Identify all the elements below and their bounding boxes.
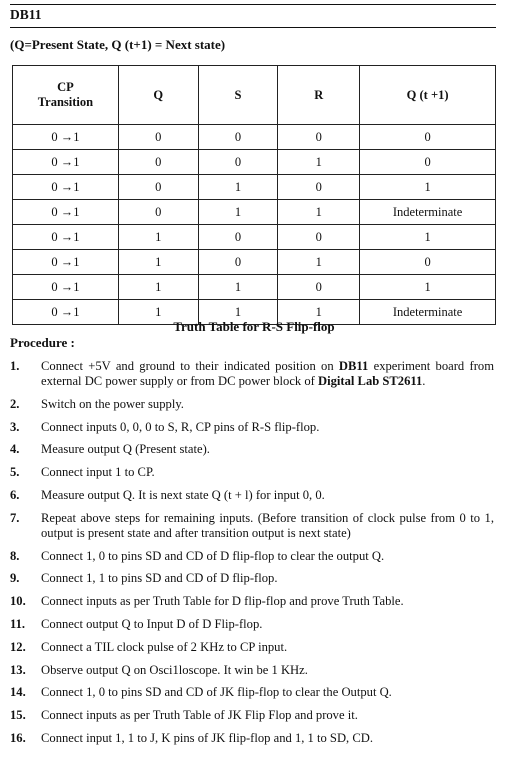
cell-r: 1 [278,200,360,225]
step-text-part: experiment board from external DC power supply or from DC power block of [41,359,494,388]
cell-r: 0 [278,225,360,250]
step-text [41,465,494,480]
cell-s: 0 [198,225,278,250]
procedure-list [10,359,494,754]
table-row [13,200,496,225]
cell-s: 0 [198,250,278,275]
step-text-part: Measure output Q (Present state). [41,442,210,457]
cell-cp: 0 →1 [13,200,119,225]
step-number: 15. [10,708,26,723]
procedure-step [10,731,494,746]
step-text [41,397,494,412]
cell-r: 0 [278,175,360,200]
cell-r: 0 [278,125,360,150]
cell-cp: 0 →1 [13,125,119,150]
step-text-part: Connect input 1 to CP. [41,465,155,480]
step-number: 10. [10,594,26,609]
cell-cp: 0 →1 [13,300,119,325]
procedure-title: Procedure : [10,335,75,350]
cell-q-next: 0 [360,250,496,275]
step-text [41,617,494,632]
header-s: S [198,66,278,125]
step-text [41,685,494,700]
step-text [41,488,494,503]
cell-q-next: 1 [360,175,496,200]
header-transition-label: Transition [37,95,94,109]
step-text-part: Switch on the power supply. [41,396,184,411]
cell-cp: 0 →1 [13,275,119,300]
cell-q: 0 [118,175,198,200]
table-row [13,250,496,275]
cell-s: 1 [198,275,278,300]
step-text-emphasis: DB11 [338,359,369,373]
step-number: 4. [10,442,20,457]
procedure-step [10,663,494,678]
step-number: 16. [10,730,26,745]
step-text-part: Connect a TIL clock pulse of 2 KHz to CP input. [41,639,288,654]
procedure-step [10,571,494,586]
step-text-part: Connect +5V and ground to their indicated position on [41,359,339,373]
header-q-next: Q (t +1) [360,66,496,125]
step-text-part: Connect 1, 1 to pins SD and CD of D flip-flop. [41,571,278,586]
legend-note: (Q=Present State, Q (t+1) = Next state) [10,37,226,52]
step-text [41,549,494,564]
header-cp-label: CP [57,80,74,94]
step-text [41,640,494,655]
step-text [41,731,494,746]
step-number: 8. [10,548,20,563]
step-text [41,420,494,435]
procedure-step [10,511,494,541]
cell-q: 0 [118,150,198,175]
cell-q-next: 0 [360,125,496,150]
step-text-part: Connect inputs as per Truth Table of JK Flip Flop and prove it. [41,708,358,723]
step-text-part: Connect inputs as per Truth Table for D flip-flop and prove Truth Table. [41,594,404,609]
step-number: 5. [10,465,20,480]
step-text [41,708,494,723]
header-r: R [278,66,360,125]
cell-s: 1 [198,175,278,200]
cell-s: 0 [198,125,278,150]
table-row [13,175,496,200]
cell-r: 1 [278,300,360,325]
table-row [13,150,496,175]
cell-q: 1 [118,250,198,275]
cell-q-next: 1 [360,225,496,250]
procedure-step [10,488,494,503]
step-number: 12. [10,639,26,654]
step-number: 13. [10,662,26,677]
cell-s: 1 [198,200,278,225]
table-row [13,275,496,300]
procedure-step [10,549,494,564]
cell-cp: 0 →1 [13,225,119,250]
procedure-step [10,359,494,389]
table-header-row [13,66,496,125]
step-text-part: Measure output Q. It is next state Q (t + l) for input 0, 0. [41,487,325,502]
cell-q: 1 [118,225,198,250]
step-number: 2. [10,396,20,411]
cell-q: 1 [118,275,198,300]
cell-s: 1 [198,300,278,325]
header-q: Q [118,66,198,125]
cell-r: 0 [278,275,360,300]
step-text [41,442,494,457]
step-text-part: Connect output Q to Input D of D Flip-flop. [41,616,263,631]
cell-q: 0 [118,125,198,150]
step-text [41,511,494,541]
procedure-step [10,708,494,723]
procedure-step [10,594,494,609]
step-text-part: Repeat above steps for remaining inputs. (Before transition of clock pulse from 0 to 1, output is present state and after transition output is next state) [41,510,494,540]
step-text [41,594,494,609]
step-number: 14. [10,685,26,700]
procedure-step [10,617,494,632]
step-text-part: Connect inputs 0, 0, 0 to S, R, CP pins of R-S flip-flop. [41,419,320,434]
cell-cp: 0 →1 [13,150,119,175]
cell-cp: 0 →1 [13,250,119,275]
cell-q: 1 [118,300,198,325]
table-caption: Truth Table for R-S Flip-flop [173,319,335,334]
procedure-step [10,420,494,435]
step-text [41,359,494,389]
step-number: 3. [10,419,20,434]
procedure-step [10,640,494,655]
procedure-step [10,685,494,700]
cell-q-next: 0 [360,150,496,175]
step-number: 1. [10,359,20,373]
step-text-part: . [422,374,426,388]
cell-s: 0 [198,150,278,175]
cell-q-next: 1 [360,275,496,300]
step-text [41,571,494,586]
header-rule-bottom [10,27,496,28]
header-cp-transition [13,66,119,125]
truth-table [12,65,496,325]
step-text-part: Connect 1, 0 to pins SD and CD of JK flip-flop to clear the Output Q. [41,685,392,700]
procedure-step [10,397,494,412]
procedure-step [10,442,494,457]
step-number: 11. [10,616,26,631]
table-row [13,225,496,250]
procedure-step [10,465,494,480]
step-text-part: Connect input 1, 1 to J, K pins of JK flip-flop and 1, 1 to SD, CD. [41,730,373,745]
step-text-emphasis: Digital Lab ST2611 [318,374,423,388]
step-text-part: Connect 1, 0 to pins SD and CD of D flip-flop to clear the output Q. [41,548,385,563]
cell-q-next: Indeterminate [360,200,496,225]
step-number: 6. [10,487,20,502]
cell-r: 1 [278,150,360,175]
cell-r: 1 [278,250,360,275]
cell-q-next: Indeterminate [360,300,496,325]
step-number: 9. [10,571,20,586]
step-text-part: Observe output Q on Osci1loscope. It win be 1 KHz. [41,662,308,677]
step-text [41,663,494,678]
header-rule-top [10,4,496,5]
cell-q: 0 [118,200,198,225]
document-code: DB11 [10,7,42,22]
step-number: 7. [10,510,20,525]
table-row [13,125,496,150]
cell-cp: 0 →1 [13,175,119,200]
